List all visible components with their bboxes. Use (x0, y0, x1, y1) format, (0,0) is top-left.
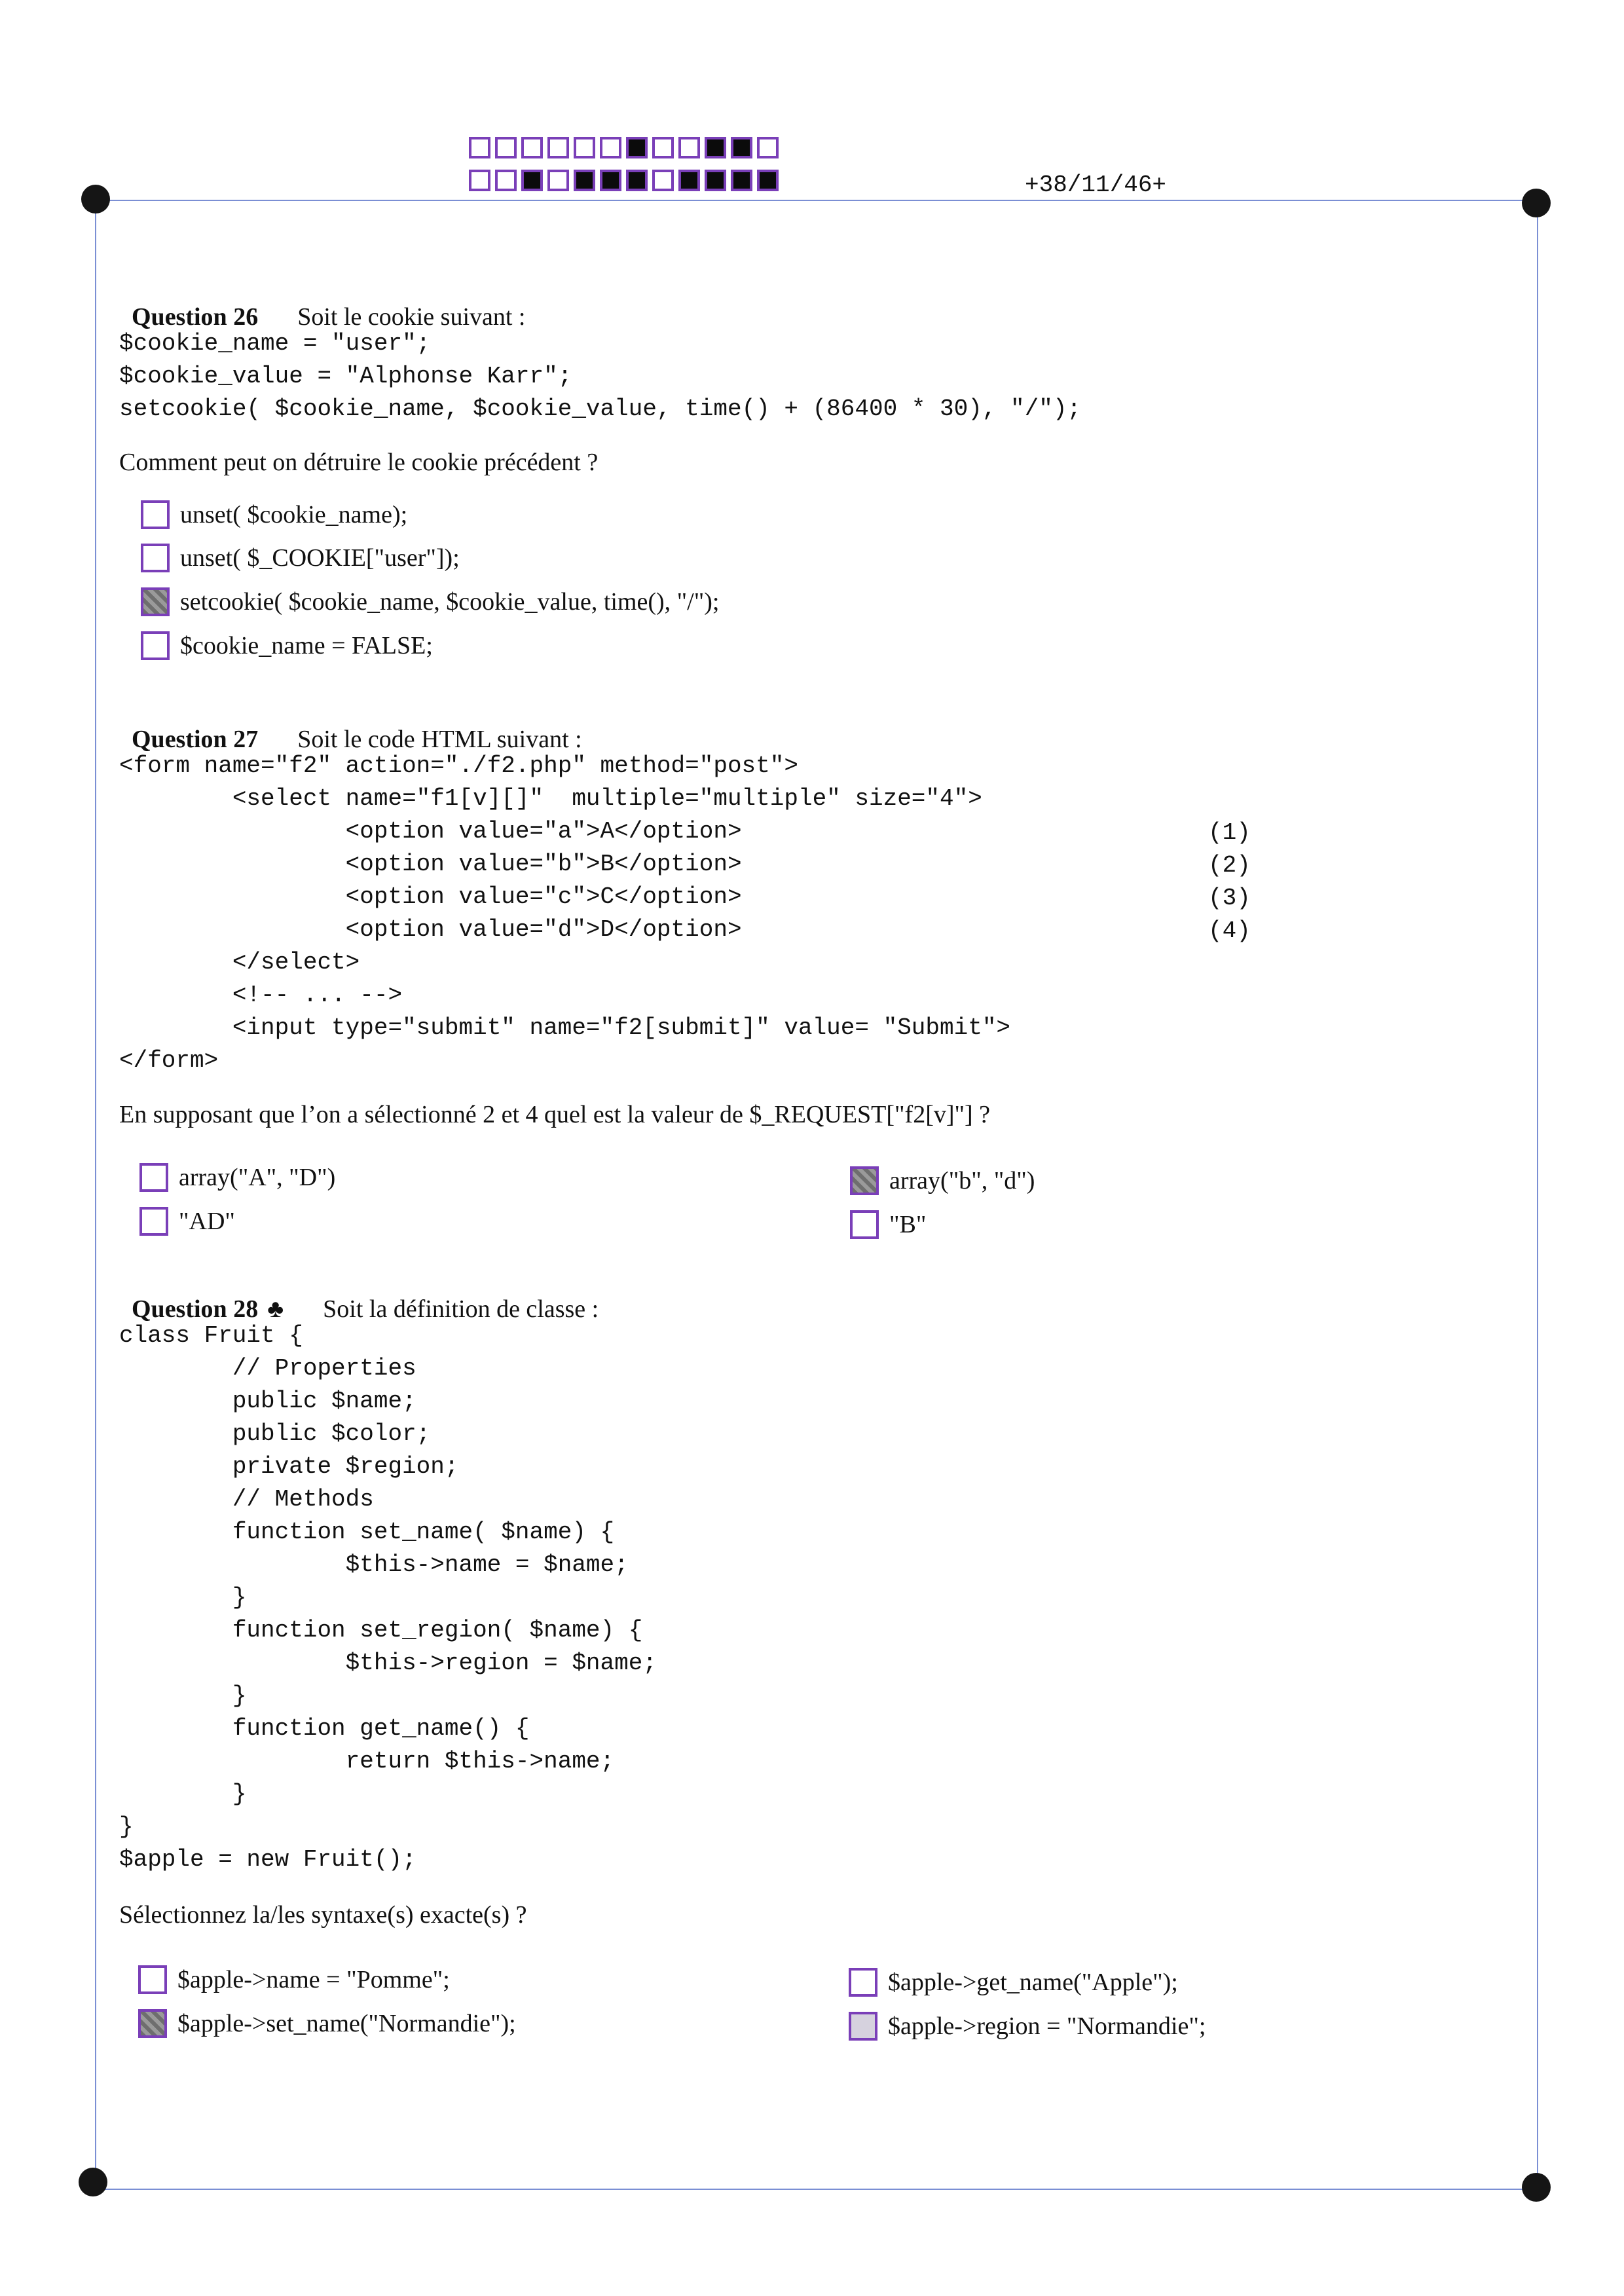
option-text: "AD" (179, 1208, 235, 1235)
question-26-code (119, 327, 1081, 426)
code-line: function set_region( $name) { (119, 1617, 643, 1644)
question-28-prompt: Soit la définition de classe : (323, 1295, 599, 1323)
barcode-cell-filled (705, 137, 726, 158)
code-line: <form name="f2" action="./f2.php" method="post"> (119, 752, 798, 779)
line-number-4: (4) (1208, 917, 1251, 944)
barcode-cell-empty (469, 170, 490, 191)
question-26-label: Question 26 (132, 303, 259, 331)
code-line: <option value="d">D</option> (119, 916, 742, 943)
question-27-header (119, 696, 582, 754)
question-26-prompt: Soit le cookie suivant : (297, 303, 526, 331)
code-line: } (119, 1682, 247, 1709)
option-text: $apple->region = "Normandie"; (888, 2012, 1206, 2040)
barcode-cell-filled (574, 170, 595, 191)
code-line: <select name="f1[v][]" multiple="multiple" size="4"> (119, 785, 982, 812)
page-frame (95, 200, 1538, 2190)
barcode-row-2 (469, 170, 783, 191)
q27-option-1[interactable] (139, 1163, 335, 1192)
barcode-cell-empty (521, 137, 543, 158)
code-line: setcookie( $cookie_name, $cookie_value, time() + (86400 * 30), "/"); (119, 396, 1082, 422)
barcode-cell-empty (652, 170, 674, 191)
barcode-cell-filled (757, 170, 779, 191)
barcode-cell-filled (731, 170, 752, 191)
club-icon: ♣ (267, 1295, 284, 1323)
line-number-3: (3) (1208, 885, 1251, 912)
code-line: $this->region = $name; (119, 1650, 657, 1676)
code-line: $cookie_value = "Alphonse Karr"; (119, 363, 572, 390)
question-27-code (119, 750, 1010, 1077)
barcode-cell-empty (495, 137, 517, 158)
option-text: unset( $_COOKIE["user"]); (180, 544, 460, 572)
option-text: $cookie_name = FALSE; (180, 632, 433, 659)
registration-mark-top-left (81, 185, 110, 213)
question-26-text: Comment peut on détruire le cookie précédent ? (119, 449, 599, 476)
code-line: private $region; (119, 1453, 459, 1480)
barcode-cell-filled (521, 170, 543, 191)
q26-option-2[interactable] (141, 544, 460, 572)
code-line: function get_name() { (119, 1715, 530, 1742)
answer-checkbox[interactable] (139, 1163, 168, 1192)
answer-checkbox-checked[interactable] (138, 2009, 167, 2038)
answer-checkbox[interactable] (849, 1968, 877, 1997)
code-line: <option value="b">B</option> (119, 851, 742, 878)
option-text: $apple->get_name("Apple"); (888, 1969, 1178, 1996)
barcode-cell-empty (652, 137, 674, 158)
q26-option-3[interactable] (141, 587, 719, 616)
answer-checkbox[interactable] (141, 631, 170, 660)
barcode-cell-empty (600, 137, 621, 158)
code-line: <option value="c">C</option> (119, 883, 742, 910)
question-28-code (119, 1320, 657, 1876)
answer-checkbox[interactable] (141, 544, 170, 572)
option-text: array("b", "d") (889, 1167, 1035, 1194)
answer-checkbox-partially-marked[interactable] (849, 2012, 877, 2041)
code-line: $this->name = $name; (119, 1551, 629, 1578)
answer-checkbox[interactable] (850, 1210, 879, 1239)
barcode-row-1 (469, 137, 783, 158)
question-28-header (119, 1266, 599, 1324)
option-text: setcookie( $cookie_name, $cookie_value, time(), "/"); (180, 588, 720, 616)
answer-checkbox[interactable] (141, 500, 170, 529)
q28-option-1[interactable] (138, 1965, 450, 1994)
code-line: } (119, 1781, 247, 1807)
answer-checkbox[interactable] (139, 1207, 168, 1236)
q26-option-1[interactable] (141, 500, 407, 529)
q27-option-4[interactable] (850, 1210, 926, 1239)
question-28-label: Question 28 (132, 1295, 259, 1323)
barcode-cell-empty (495, 170, 517, 191)
sheet-id: +38/11/46+ (1025, 172, 1167, 198)
q26-option-4[interactable] (141, 631, 433, 660)
registration-mark-bottom-right (1522, 2173, 1551, 2202)
barcode-cell-filled (731, 137, 752, 158)
answer-checkbox-checked[interactable] (850, 1166, 879, 1195)
barcode-cell-filled (600, 170, 621, 191)
code-line: public $name; (119, 1388, 416, 1415)
code-line: public $color; (119, 1420, 431, 1447)
barcode-cell-empty (469, 137, 490, 158)
code-line: } (119, 1813, 134, 1840)
barcode-cell-empty (547, 170, 569, 191)
answer-checkbox-checked[interactable] (141, 587, 170, 616)
question-27-text: En supposant que l’on a sélectionné 2 et 4 quel est la valeur de $_REQUEST["f2[v]"] ? (119, 1101, 991, 1128)
code-line: } (119, 1584, 247, 1611)
barcode-cell-filled (626, 170, 648, 191)
q28-option-4[interactable] (849, 2012, 1206, 2041)
code-line: // Properties (119, 1355, 416, 1382)
code-line: <option value="a">A</option> (119, 818, 742, 845)
question-27-label: Question 27 (132, 726, 259, 753)
barcode-cell-filled (705, 170, 726, 191)
code-line: function set_name( $name) { (119, 1519, 615, 1546)
code-line: <!-- ... --> (119, 982, 403, 1009)
barcode-cell-empty (547, 137, 569, 158)
barcode-cell-empty (574, 137, 595, 158)
question-28-text: Sélectionnez la/les syntaxe(s) exacte(s) ? (119, 1901, 527, 1929)
barcode-cell-filled (626, 137, 648, 158)
q28-option-3[interactable] (849, 1968, 1178, 1997)
code-line: return $this->name; (119, 1748, 615, 1775)
option-text: "B" (889, 1211, 927, 1238)
option-text: unset( $cookie_name); (180, 501, 408, 528)
answer-checkbox[interactable] (138, 1965, 167, 1994)
option-text: $apple->name = "Pomme"; (177, 1966, 450, 1993)
code-line: <input type="submit" name="f2[submit]" value= "Submit"> (119, 1014, 1011, 1041)
q28-option-2[interactable] (138, 2009, 516, 2038)
barcode-cell-filled (678, 170, 700, 191)
code-line: // Methods (119, 1486, 374, 1513)
question-27-prompt: Soit le code HTML suivant : (297, 726, 582, 753)
line-number-1: (1) (1208, 819, 1251, 846)
option-text: array("A", "D") (179, 1164, 336, 1191)
code-line: </form> (119, 1047, 219, 1074)
q27-option-3[interactable] (850, 1166, 1035, 1195)
q27-option-2[interactable] (139, 1207, 235, 1236)
code-line: class Fruit { (119, 1322, 303, 1349)
barcode-cell-empty (757, 137, 779, 158)
code-line: </select> (119, 949, 360, 976)
question-26-header (119, 274, 526, 331)
registration-mark-bottom-left (79, 2168, 107, 2196)
code-line: $cookie_name = "user"; (119, 330, 431, 357)
code-line: $apple = new Fruit(); (119, 1846, 416, 1873)
option-text: $apple->set_name("Normandie"); (177, 2010, 516, 2037)
line-number-2: (2) (1208, 852, 1251, 879)
registration-mark-top-right (1522, 189, 1551, 217)
barcode-cell-empty (678, 137, 700, 158)
